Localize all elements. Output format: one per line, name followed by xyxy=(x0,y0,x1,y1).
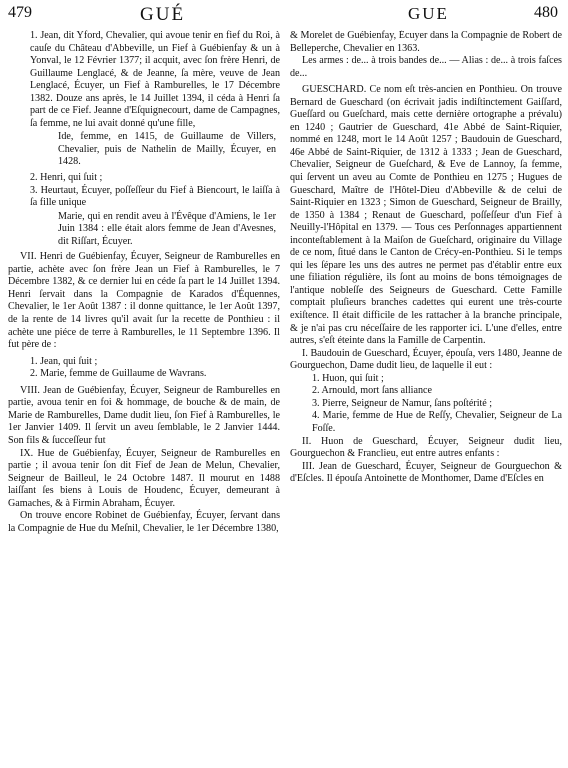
paragraph-vii-henri: VII. Henri de Guébienfay, Écuyer, Seigneur de Ramburelles en partie, achète avec ſon frère Jean un Fief à Ramburelles, le 7 Décembre 1382, & ce dernier lui en céde ſa part le 14 Juillet 1394. Henri ſervait dans la Compagnie de Karados d'Équennes, Chevalier, le 1er Août 1387 : il donne quittance, le 1er Août 1397, de la rente de 14 livres qu'il avait ſur la recette de Ponthieu : il achète une piéce de terre à Ramburelles, le 11 Septembre 1396. Il fut père de : xyxy=(8,251,280,351)
entry-jean: 1. Jean, qui ſuit ; xyxy=(30,355,98,367)
entry-marie-wavrans: 2. Marie, femme de Guillaume de Wavrans. xyxy=(30,368,207,380)
entry-marie-ressy: 4. Marie, femme de Hue de Reſſy, Chevalier, Seigneur de La Foſſe. xyxy=(312,410,562,434)
entry-arnould: 2. Arnould, mort ſans alliance xyxy=(312,385,432,397)
page-number-right: 480 xyxy=(534,4,558,21)
paragraph-ix-hue: IX. Hue de Guébienfay, Écuyer, Seigneur de Ramburelles en partie ; il avoua tenir ſon dit Fief de Jean de Melun, Chevalier, Seigneur de Bailleul, le 24 Octobre 1487. Il mourut en 1488 laiſſant ſes biens à Louis de Houdenc, Écuyer, demeurant à Gamaches, & à Firmin Abraham, Écuyer. xyxy=(8,447,280,509)
left-column xyxy=(8,30,280,766)
page-header xyxy=(0,4,568,30)
note-marie: Marie, qui en rendit aveu à l'Évêque d'Amiens, le 1er Juin 1384 : elle était alors femme de Jean d'Avesnes, dit Riſſart, Écuyer. xyxy=(58,210,276,247)
paragraph-morelet: & Morelet de Guébienfay, Écuyer dans la Compagnie de Robert de Belleperche, Chevalier en 1363. xyxy=(290,30,562,54)
paragraph-viii-jean: VIII. Jean de Guébienfay, Écuyer, Seigneur de Ramburelles en partie, avoua tenir en foi & hommage, de bouche & de main, de Marie de Ramburelles, Dame dudit lieu, ſon Fief à Ramburelles, le 1er Janvier 1409. Il ſervit un aveu ſemblable, le 2 Janvier 1444. Son fils & ſucceſſeur fut xyxy=(8,384,280,446)
entry-pierre: 3. Pierre, Seigneur de Namur, ſans poſtérité ; xyxy=(312,397,493,409)
page-number-left: 479 xyxy=(8,4,32,21)
entry-heurtaut: 3. Heurtaut, Écuyer, poſſeſſeur du Fief à Biencourt, le laiſſa à ſa fille unique xyxy=(30,184,280,209)
running-headword-right: GUE xyxy=(408,4,449,23)
paragraph-ii-huon: II. Huon de Gueschard, Écuyer, Seigneur dudit lieu, Gourguechon & Francliеu, eut entre autres enfants : xyxy=(290,435,562,460)
note-ide: Ide, femme, en 1415, de Guillaume de Villers, Chevalier, puis de Nathelin de Mailly, Écuyer, en 1428. xyxy=(58,131,276,168)
right-column xyxy=(290,30,562,766)
paragraph-armes: Les armes : de... à trois bandes de... — Alias : de... à trois faſces de... xyxy=(290,55,562,79)
entry-huon: 1. Huon, qui ſuit ; xyxy=(312,372,384,384)
paragraph-iii-jean: III. Jean de Gueschard, Écuyer, Seigneur de Gourguechon & d'Eſcles. Il épouſa Antoinette de Monthomer, Dame d'Eſcles en xyxy=(290,460,562,485)
entry-henri: 2. Henri, qui ſuit ; xyxy=(30,172,103,184)
running-headword-left: GUÉ xyxy=(140,4,186,25)
paragraph-i-baudouin: I. Baudouin de Gueschard, Écuyer, épouſa, vers 1480, Jeanne de Gourguechon, Dame dudit lieu, de laquelle il eut : xyxy=(290,347,562,372)
paragraph-gueschard-intro: GUESCHARD. Ce nom eſt très-ancien en Ponthieu. On trouve Bernard de Gueschard (on écrivait jadis indiſtinctement Gaiſſard, Gueſſard ou Gueſchard, mais cette dernière ortographe a prévalu) en 1240 ; Gautrier de Gueschard, 41e Abbé de Saint-Riquier, nommé en 1248, mort le 14 Août 1257 ; Baudouin de Gueschard, 46e Abbé de Saint-Riquier, de 1312 à 1333 ; Jean de Gueschard, Chevalier, Seigneur de Gueſchard, & Eve de Lannoy, ſa femme, qui ſervent un aveu au Comte de Ponthieu en 1275 ; Hugues de Gueschard, Maître de l'Hôtel-Dieu d'Abbeville & de celui de Saint-Riquier en 1323 ; Simon de Gueschard, Seigneur de Brailly, de 1350 à 1384 ; Renaut de Gueschard, poſſeſſeur d'un Fief à Neuilly-l'Hôpital en 1379. — Tous ces Perſonnages appartiennent inconteſtablement à la Maiſon de Gueſchard, originaire du Village de ce nom, ſitué dans le Canton de Crécy-en-Ponthieu. Si le temps qui les ſépare les uns des autres ne permet pas d'établir entre eux une filiation régulière, ils ſont au moins de bons témoignages de l'antique nobleſſe des Seigneurs de Gueschard. Cette Famille comptait pluſieurs branches cadettes qui eurent une très-courte exiſtence. Il était difficile de les rattacher à la branche principale, & je n'ai pas cru néceſſaire de les rapporter ici. L'une d'elles, entre autres, s'eſt éteinte dans la Famille de Carpentin. xyxy=(290,84,562,347)
paragraph-robinet: On trouve encore Robinet de Guébienfay, Écuyer, ſervant dans la Compagnie de Hue du Meſnil, Chevalier, le 1er Décembre 1380, xyxy=(8,510,280,534)
entry-jean-yford: 1. Jean, dit Yford, Chevalier, qui avoue tenir en fief du Roi, à cauſe du Château d'Abbeville, un Fief à Guébienfay & un à Yonval, le 12 Février 1377; il acquit, avec ſon frère Henri, de Guillaume Lenglacé, & de Jeanne, ſa mère, veuve de Jean Lenglacé, Écuyer, un Fief à Ramburelles, le 17 Décembre 1382. Douze ans après, le 14 Juillet 1394, il céda à Henri ſa part de ce Fief. Jeanne d'Eſquignecourt, dame de Campagnes, ſa femme, ne lui avait donné qu'une fille, xyxy=(30,30,280,129)
